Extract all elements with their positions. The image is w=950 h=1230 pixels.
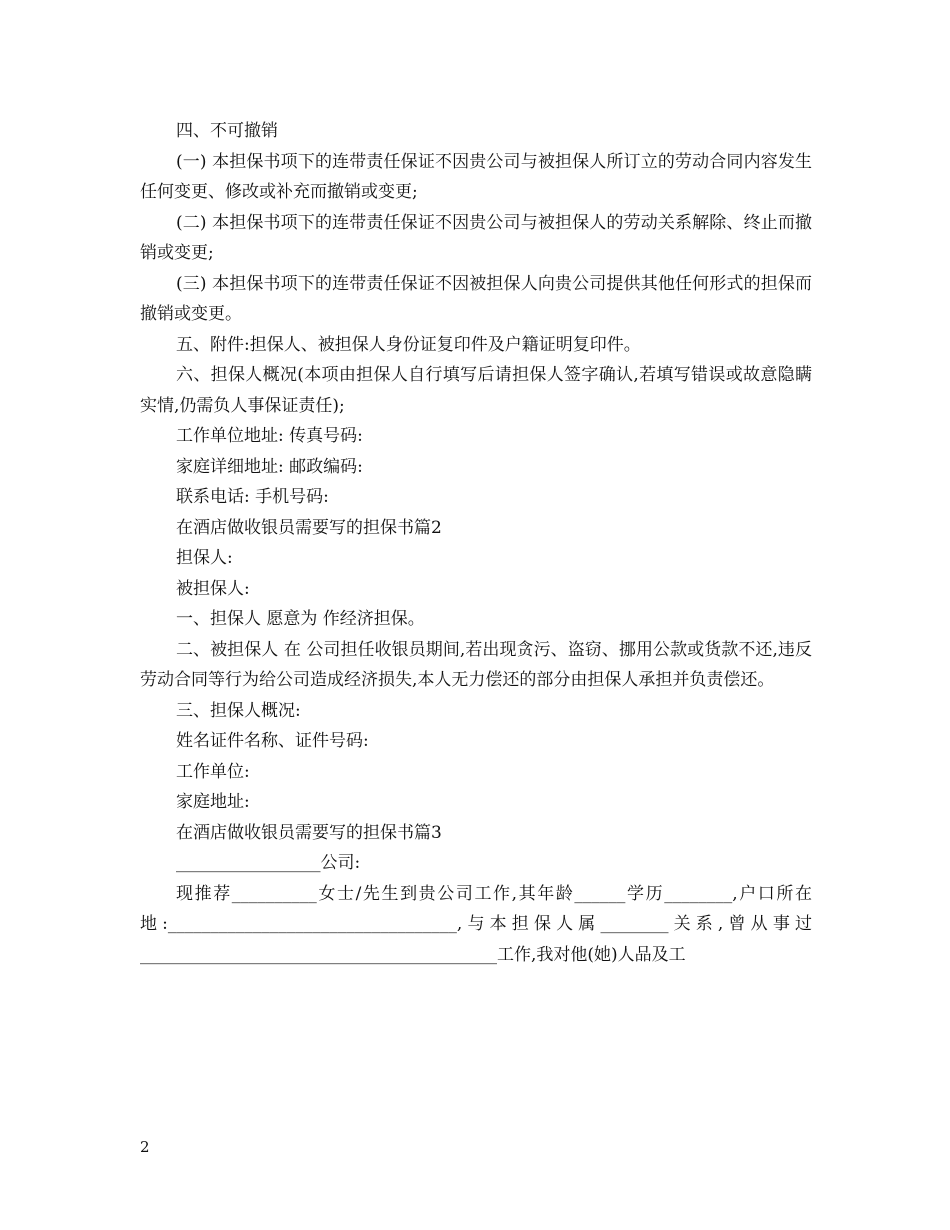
document-body [140, 116, 812, 970]
field-home-address: 家庭地址: [176, 792, 250, 812]
page-number: 2 [140, 1138, 150, 1156]
field-employer: 工作单位: [176, 761, 250, 782]
section-guarantor-overview: 六、担保人概况(本项由担保人自行填写后请担保人签字确认,若填写错误或故意隐瞒实情,仍需负人事保证责任); [140, 365, 812, 416]
field-guaranteed-person: 被担保人: [176, 578, 250, 599]
section-title-part3: 在酒店做收银员需要写的担保书篇3 [176, 822, 442, 843]
field-guarantor: 担保人: [176, 548, 233, 568]
field-phone-mobile: 联系电话: 手机号码: [176, 487, 329, 507]
field-work-address-fax: 工作单位地址: 传真号码: [176, 426, 363, 446]
field-home-address-postcode: 家庭详细地址: 邮政编码: [176, 456, 363, 477]
section-title-part2: 在酒店做收银员需要写的担保书篇2 [176, 517, 442, 538]
recommendation-paragraph: 现推荐__________女士/先生到贵公司工作,其年龄______学历________,户口所在地:__________________________________,与本担保人属________关系,曾从事过__________________________________________工作,我对他(她)人品及工 [140, 883, 812, 965]
clause-3: (三) 本担保书项下的连带责任保证不因被担保人向贵公司提供其他任何形式的担保而撤销或变更。 [140, 273, 812, 324]
clause-1: (一) 本担保书项下的连带责任保证不因贵公司与被担保人所订立的劳动合同内容发生任何变更、修改或补充而撤销或变更; [140, 151, 812, 202]
section-heading-irrevocable: 四、不可撤销 [176, 121, 278, 141]
section-attachments: 五、附件:担保人、被担保人身份证复印件及户籍证明复印件。 [176, 334, 641, 355]
item-3: 三、担保人概况: [176, 700, 301, 721]
clause-2: (二) 本担保书项下的连带责任保证不因贵公司与被担保人的劳动关系解除、终止而撤销或变更; [140, 212, 812, 263]
field-name-id: 姓名证件名称、证件号码: [176, 731, 369, 751]
item-1: 一、担保人 愿意为 作经济担保。 [176, 609, 425, 629]
field-company: _________________公司: [176, 853, 361, 873]
item-2: 二、被担保人 在 公司担任收银员期间,若出现贪污、盗窃、挪用公款或货款不还,违反劳动合同等行为给公司造成经济损失,本人无力偿还的部分由担保人承担并负责偿还。 [140, 639, 812, 690]
